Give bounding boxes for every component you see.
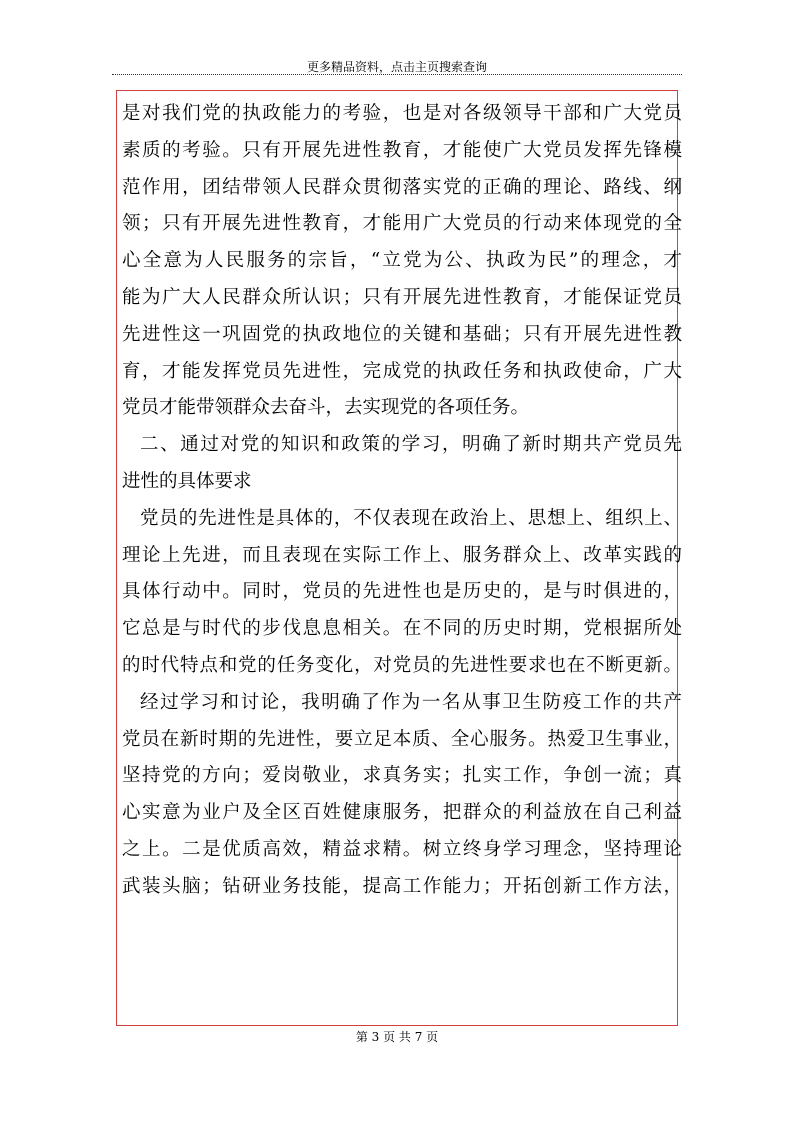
body-line: 党员的先进性是具体的，不仅表现在政治上、思想上、组织上、 xyxy=(140,507,682,529)
body-line: 的时代特点和党的任务变化，对党员的先进性要求也在不断更新。 xyxy=(122,654,682,676)
body-line: 之上。二是优质高效，精益求精。树立终身学习理念，坚持理论 xyxy=(122,838,682,860)
body-line: 是对我们党的执政能力的考验，也是对各级领导干部和广大党员 xyxy=(122,103,682,124)
body-line: 先进性这一巩固党的执政地位的关键和基础；只有开展先进性教 xyxy=(122,323,682,345)
body-line: 心实意为业户及全区百姓健康服务，把群众的利益放在自己利益 xyxy=(122,802,682,824)
body-line: 素质的考验。只有开展先进性教育，才能使广大党员发挥先锋模 xyxy=(122,139,682,161)
header-divider xyxy=(112,74,682,75)
body-line: 理论上先进，而且表现在实际工作上、服务群众上、改革实践的 xyxy=(122,544,682,566)
body-line: 武装头脑；钻研业务技能，提高工作能力；开拓创新工作方法， xyxy=(122,875,682,897)
body-line: 范作用，团结带领人民群众贯彻落实党的正确的理论、路线、纲 xyxy=(122,176,682,198)
body-line: 坚持党的方向；爱岗敬业，求真务实；扎实工作，争创一流；真 xyxy=(122,765,682,787)
body-line: 它总是与时代的步伐息息相关。在不同的历史时期，党根据所处 xyxy=(122,618,682,640)
page-footer: 第 3 页 共 7 页 xyxy=(355,1030,439,1044)
body-line: 党员在新时期的先进性，要立足本质、全心服务。热爱卫生事业， xyxy=(122,728,682,750)
body-line: 育，才能发挥党员先进性，完成党的执政任务和执政使命，广大 xyxy=(122,360,682,382)
page-header: 更多精品资料，点击主页搜索查询 xyxy=(306,60,487,74)
section-heading-line: 二、通过对党的知识和政策的学习，明确了新时期共产党员先 xyxy=(140,434,682,456)
body-line: 党员才能带领群众去奋斗，去实现党的各项任务。 xyxy=(122,397,530,419)
body-line: 领；只有开展先进性教育，才能用广大党员的行动来体现党的全 xyxy=(122,213,682,235)
body-line: 能为广大人民群众所认识；只有开展先进性教育，才能保证党员 xyxy=(122,286,682,308)
body-line: 心全意为人民服务的宗旨，“立党为公、执政为民”的理念，才 xyxy=(122,250,682,272)
body-line: 具体行动中。同时，党员的先进性也是历史的，是与时俱进的， xyxy=(122,581,682,603)
document-body xyxy=(122,96,682,906)
section-heading-line: 进性的具体要求 xyxy=(122,470,252,492)
body-line: 经过学习和讨论，我明确了作为一名从事卫生防疫工作的共产 xyxy=(140,691,682,713)
